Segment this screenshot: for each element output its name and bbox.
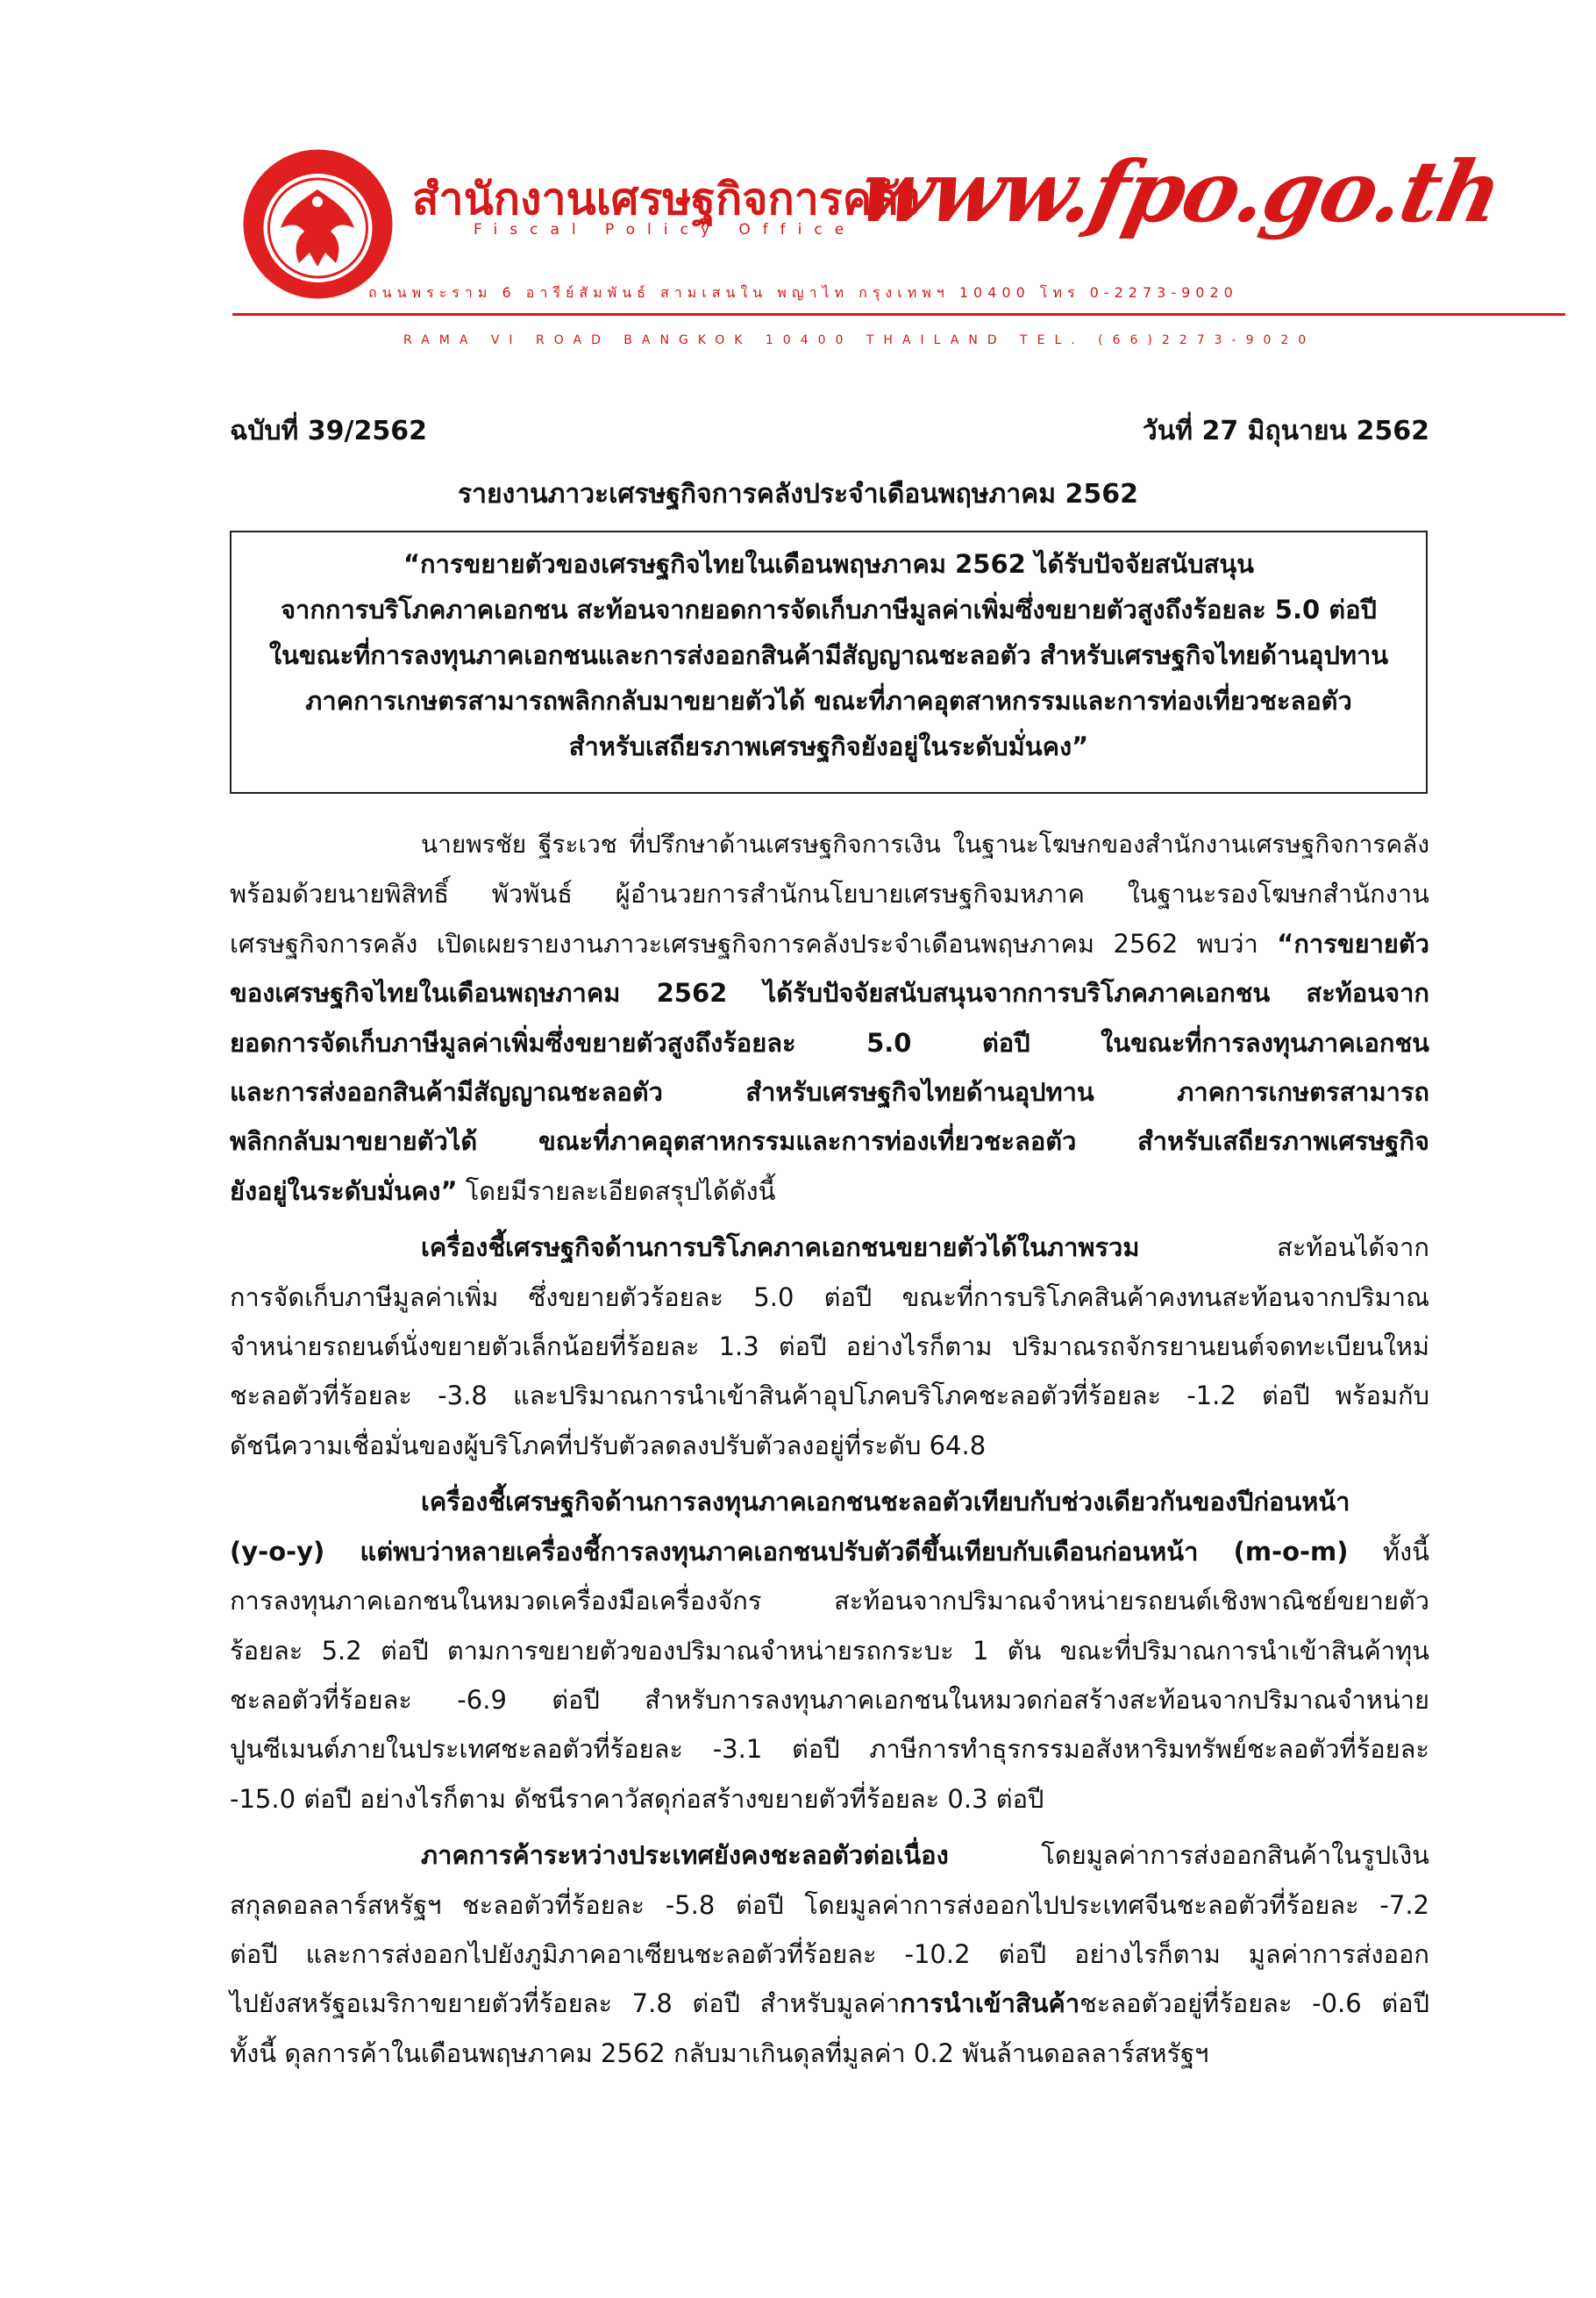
body-bold-text: ยอดการจัดเก็บภาษีมูลค่าเพิ่มซึ่งขยายตัวสูงถึงร้อยละ 5.0 ต่อปี ในขณะที่การลงทุนภาคเอกชน [230,1027,1429,1058]
body-line [230,1018,1429,1067]
body-bold-text: ยังอยู่ในระดับมั่นคง” [230,1175,458,1206]
body-line [230,1477,1429,1526]
body-bold-text: การนำเข้าสินค้า [900,1988,1080,2019]
body-line [230,1067,1429,1117]
body-line [230,1223,1429,1272]
summary-line: “การขยายตัวของเศรษฐกิจไทยในเดือนพฤษภาคม 2562 ได้รับปัจจัยสนับสนุน [403,549,1254,579]
body-bold-text: พลิกกลับมาขยายตัวได้ ขณะที่ภาคอุตสาหกรรมและการท่องเที่ยวชะลอตัว สำหรับเสถียรภาพเศรษฐกิจ [230,1126,1429,1157]
body-bold-text: เครื่องชี้เศรษฐกิจด้านการลงทุนภาคเอกชนชะลอตัวเทียบกับช่วงเดียวกันของปีก่อนหน้า [421,1487,1350,1517]
body-bold-text: ของเศรษฐกิจไทยในเดือนพฤษภาคม 2562 ได้รับปัจจัยสนับสนุนจากการบริโภคภาคเอกชน สะท้อนจาก [230,978,1429,1009]
body-line: ร้อยละ 5.2 ต่อปี ตามการขยายตัวของปริมาณจำหน่ายรถกระบะ 1 ตัน ขณะที่ปริมาณการนำเข้าสินค้าทุน [230,1635,1429,1666]
body-line [230,1979,1429,2028]
body-line: ชะลอตัวที่ร้อยละ -3.8 และปริมาณการนำเข้าสินค้าอุปโภคบริโภคชะลอตัวที่ร้อยละ -1.2 ต่อปี พร้อมกับ [230,1381,1429,1411]
body-bold-text: “การขยายตัว [1277,928,1429,959]
body-bold-text: เครื่องชี้เศรษฐกิจด้านการบริโภคภาคเอกชนขยายตัวได้ในภาพรวม [421,1232,1140,1263]
agency-name-thai: สำนักงานเศรษฐกิจการคลัง [412,174,921,225]
body-text: ไปยังสหรัฐอเมริกาขยายตัวที่ร้อยละ 7.8 ต่อปี สำหรับมูลค่า [230,1988,901,2019]
body-text: สะท้อนได้จาก [1139,1232,1429,1263]
issue-date: วันที่ 27 มิถุนายน 2562 [1142,416,1429,446]
summary-line: จากการบริโภคภาคเอกชน สะท้อนจากยอดการจัดเก็บภาษีมูลค่าเพิ่มซึ่งขยายตัวสูงถึงร้อยละ 5.0 ต่อปี [281,595,1377,624]
website-url[interactable]: www.fpo.go.th [850,142,1509,241]
paragraph-consumption [230,1223,1429,1470]
body-line [230,1527,1429,1576]
body-text: ทั้งนี้ [1348,1536,1429,1566]
body-line [230,1831,1429,1880]
agency-name-english: Fiscal Policy Office [474,221,857,239]
body-line: การลงทุนภาคเอกชนในหมวดเครื่องมือเครื่องจักร สะท้อนจากปริมาณจำหน่ายรถยนต์เชิงพาณิชย์ขยายตัว [230,1586,1429,1616]
document-body [230,820,1429,2078]
body-line: ปูนซีเมนต์ภายในประเทศชะลอตัวที่ร้อยละ -3.1 ต่อปี ภาษีการทำธุรกรรมอสังหาริมทรัพย์ชะลอตัวที่ร้อยละ [230,1734,1429,1765]
body-text: ชะลอตัวอยู่ที่ร้อยละ -0.6 ต่อปี [1079,1988,1429,2019]
body-text: โดยมูลค่าการส่งออกสินค้าในรูปเงิน [948,1840,1429,1871]
body-line: สกุลดอลลาร์สหรัฐฯ ชะลอตัวที่ร้อยละ -5.8 ต่อปี โดยมูลค่าการส่งออกไปประเทศจีนชะลอตัวที่ร้อยละ -7.2 [230,1889,1429,1920]
summary-box [230,531,1428,794]
body-bold-text: (y-o-y) แต่พบว่าหลายเครื่องชี้การลงทุนภาคเอกชนปรับตัวดีขึ้นเทียบกับเดือนก่อนหน้า (m-o-m) [230,1536,1349,1566]
summary-line: ในขณะที่การลงทุนภาคเอกชนและการส่งออกสินค้ามีสัญญาณชะลอตัว สำหรับเศรษฐกิจไทยด้านอุปทาน [268,640,1389,670]
summary-line: ภาคการเกษตรสามารถพลิกกลับมาขยายตัวได้ ขณะที่ภาคอุตสาหกรรมและการท่องเที่ยวชะลอตัว [305,686,1352,716]
paragraph-investment [230,1477,1429,1823]
fpo-seal-logo [241,147,395,301]
address-thai: ถนนพระราม 6 อารีย์สัมพันธ์ สามเสนใน พญาไท กรุงเทพฯ 10400 โทร 0-2273-9020 [368,284,1238,301]
body-line: นายพรชัย ฐีระเวช ที่ปรึกษาด้านเศรษฐกิจการเงิน ในฐานะโฆษกของสำนักงานเศรษฐกิจการคลัง [421,830,1429,859]
body-bold-text: ภาคการค้าระหว่างประเทศยังคงชะลอตัวต่อเนื่อง [421,1840,949,1871]
body-line: การจัดเก็บภาษีมูลค่าเพิ่ม ซึ่งขยายตัวร้อยละ 5.0 ต่อปี ขณะที่การบริโภคสินค้าคงทนสะท้อนจากปริมาณ [230,1281,1429,1312]
address-english: RAMA VI ROAD BANGKOK 10400 THAILAND TEL. (66)2273-9020 [403,333,1316,347]
body-line: ชะลอตัวที่ร้อยละ -6.9 ต่อปี สำหรับการลงทุนภาคเอกชนในหมวดก่อสร้างสะท้อนจากปริมาณจำหน่าย [230,1684,1429,1715]
report-title: รายงานภาวะเศรษฐกิจการคลังประจำเดือนพฤษภาคม 2562 [458,479,1138,510]
body-line: พร้อมด้วยนายพิสิทธิ์ พัวพันธ์ ผู้อำนวยการสำนักนโยบายเศรษฐกิจมหภาค ในฐานะรองโฆษกสำนักงาน [230,879,1429,910]
body-line [230,1117,1429,1166]
summary-line: สำหรับเสถียรภาพเศรษฐกิจยังอยู่ในระดับมั่นคง” [568,732,1089,761]
issue-number: ฉบับที่ 39/2562 [230,416,427,446]
body-line: ดัชนีความเชื่อมั่นของผู้บริโภคที่ปรับตัวลดลงปรับตัวลงอยู่ที่ระดับ 64.8 [230,1430,987,1460]
body-text: โดยมีรายละเอียดสรุปได้ดังนี้ [457,1175,776,1206]
body-line [230,1167,1429,1216]
body-line [230,919,1429,968]
letterhead-divider [232,313,1565,316]
body-line: -15.0 ต่อปี อย่างไรก็ตาม ดัชนีราคาวัสดุก่อสร้างขยายตัวที่ร้อยละ 0.3 ต่อปี [230,1783,1044,1814]
body-bold-text: และการส่งออกสินค้ามีสัญญาณชะลอตัว สำหรับเศรษฐกิจไทยด้านอุปทาน ภาคการเกษตรสามารถ [230,1077,1429,1108]
body-line: ต่อปี และการส่งออกไปยังภูมิภาคอาเซียนชะลอตัวที่ร้อยละ -10.2 ต่อปี อย่างไรก็ตาม มูลค่าการส่งออก [230,1938,1429,1969]
body-line: จำหน่ายรถยนต์นั่งขยายตัวเล็กน้อยที่ร้อยละ 1.3 ต่อปี อย่างไรก็ตาม ปริมาณรถจักรยานยนต์จดทะเบียนใหม่ [230,1331,1429,1362]
body-line [230,968,1429,1017]
paragraph-trade [230,1831,1429,2078]
paragraph-spokesperson [230,820,1429,1216]
body-line: ทั้งนี้ ดุลการค้าในเดือนพฤษภาคม 2562 กลับมาเกินดุลที่มูลค่า 0.2 พันล้านดอลลาร์สหรัฐฯ [230,2038,1209,2068]
body-text: เศรษฐกิจการคลัง เปิดเผยรายงานภาวะเศรษฐกิจการคลังประจำเดือนพฤษภาคม 2562 พบว่า [230,928,1278,959]
